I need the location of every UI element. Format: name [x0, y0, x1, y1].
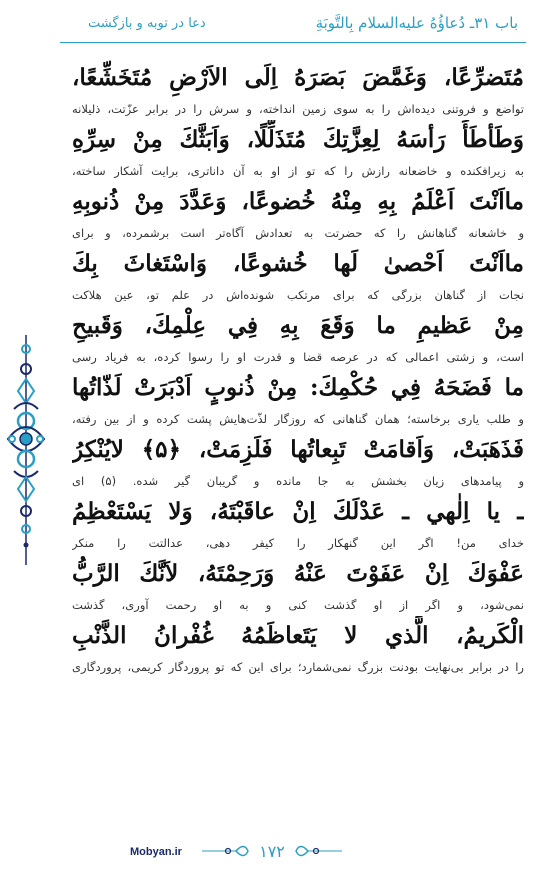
footer-ornament-left-icon: [200, 836, 250, 866]
arabic-line: مااَنْتَ اَحْصىٰ لَها خُشوعًا، وَاسْتَغاثَ بِكَ: [72, 250, 524, 277]
page-header: [0, 0, 540, 48]
prayer-text: [72, 58, 524, 678]
site-watermark: Mobyan.ir: [130, 846, 182, 858]
arabic-line: فَذَهَبَتْ، وَاَقامَتْ تَبِعاتُها فَلَزِمَتْ، ﴿۵﴾ لايُنْكِرُ: [72, 436, 524, 463]
arabic-line: مُتَضرِّعًا، وَغَمَّضَ بَصَرَهُ اِلَى الاَرْضِ مُتَخَشِّعًا،: [72, 64, 524, 91]
arabic-line: مِنْ عَظيمِ ما وَقَعَ بِهِ فِي عِلْمِكَ، وَقَبيحِ: [72, 312, 524, 339]
translation-line: و طلب یاری برخاسته؛ همان گناهانی که روزگار لذّت‌هایش پشت کرده و از بین رفته،: [72, 412, 524, 426]
section-title: دعا در توبه و بازگشت: [88, 16, 206, 31]
translation-line: نمی‌شود، و اگر از او گذشت کنی و به او رحمت آوری، گذشت: [72, 598, 524, 612]
translation-line: خدای من! اگر این گنهکار را کیفر دهی، عدالتت را منکر: [72, 536, 524, 550]
translation-line: را در برابر بی‌نهایت بودنت بزرگ نمی‌شمارد؛ برای این که تو پروردگار کریمی، پروردگاری: [72, 660, 524, 674]
arabic-line: وَطَأطَأَ رَأسَهُ لِعِزَّتِكَ مُتَذَلِّلًا، وَاَبَثَّكَ مِنْ سِرِّهِ: [72, 126, 524, 153]
arabic-line: الْكَريمُ، الَّذي لا يَتَعاظَمُهُ غُفْرانُ الذَّنْبِ: [72, 622, 524, 649]
page-number: ۱۷۲: [259, 842, 285, 861]
arabic-line: مااَنْتَ اَعْلَمُ بِهِ مِنْهُ خُضوعًا، وَعَدَّدَ مِنْ ذُنوبِهِ: [72, 188, 524, 215]
footer-ornament-right-icon: [294, 836, 344, 866]
translation-line: است، و زشتی اعمالی که در عرصه قضا و قدرت او را رسوا کرده، به فریاد رسی: [72, 350, 524, 364]
header-divider: [60, 42, 526, 43]
chapter-title: باب ۳۱ـ دُعاؤُهُ عليه‌السلام بِالتَّوبَةِ: [315, 14, 518, 32]
translation-line: به زیرافکنده و خاضعانه رازش را که تو از او به آن داناتری، برایت آشکار ساخته،: [72, 164, 524, 178]
translation-line: و خاشعانه گناهانش را که حضرتت به تعدادش آگاه‌تر است برشمرده، و برای: [72, 226, 524, 240]
arabic-line: ما فَضَحَهُ فِي حُكْمِكَ: مِنْ ذُنوبٍ اَدْبَرَتْ لَذّاتُها: [72, 374, 524, 401]
translation-line: نجات از گناهان بزرگی که برای مرتکب شونده‌اش در علم تو، عین هلاکت: [72, 288, 524, 302]
margin-ornament-icon: [4, 335, 48, 565]
arabic-line: ـ يا اِلٰهي ـ عَدْلَكَ اِنْ عاقَبْتَهُ، وَلا يَسْتَعْظِمُ: [72, 498, 524, 525]
translation-line: تواضع و فروتنی دیده‌اش را به سوی زمین انداخته، و سرش را در برابر عزّتت، ذلیلانه: [72, 102, 524, 116]
arabic-line: عَفْوَكَ اِنْ عَفَوْتَ عَنْهُ وَرَحِمْتَهُ، لاَنَّكَ الرَّبُّ: [72, 560, 524, 587]
translation-line: و پیامدهای زیان بخشش به جا مانده و گریبان گیر شده. (۵) ای: [72, 474, 524, 488]
page-footer: [0, 836, 540, 870]
